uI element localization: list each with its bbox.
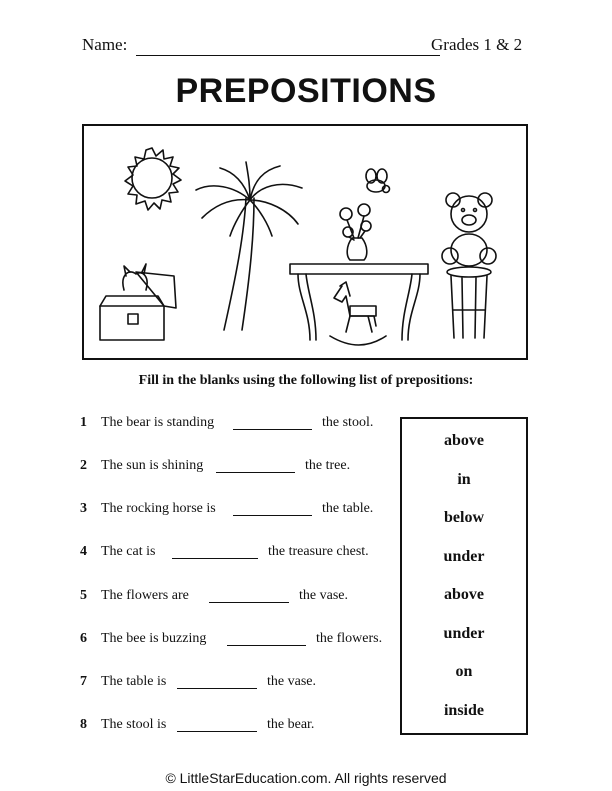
answer-blank-8[interactable] — [177, 717, 257, 732]
question-text-end: the vase. — [299, 588, 348, 603]
name-line[interactable] — [136, 55, 440, 56]
question-8 — [80, 717, 390, 737]
table-icon — [290, 264, 428, 340]
question-number: 7 — [80, 674, 87, 689]
stool-icon — [447, 267, 491, 338]
question-number: 6 — [80, 631, 87, 646]
answer-blank-4[interactable] — [172, 544, 258, 559]
teddy-bear-icon — [442, 193, 496, 266]
bee-icon — [366, 169, 390, 193]
question-7 — [80, 674, 390, 694]
question-text-end: the vase. — [267, 674, 316, 689]
question-text: The flowers are — [101, 588, 189, 603]
question-text-end: the stool. — [322, 415, 374, 430]
question-text: The bear is standing — [101, 415, 215, 430]
question-number: 2 — [80, 458, 87, 473]
question-number: 8 — [80, 717, 87, 732]
word-bank-item: below — [444, 509, 484, 526]
question-5 — [80, 588, 390, 608]
question-4 — [80, 544, 390, 564]
page-title: PREPOSITIONS — [175, 72, 437, 110]
question-number: 5 — [80, 588, 87, 603]
scene-illustration — [84, 126, 526, 358]
palm-tree-icon — [196, 162, 302, 330]
question-1 — [80, 415, 390, 435]
answer-blank-7[interactable] — [177, 674, 257, 689]
question-number: 1 — [80, 415, 87, 430]
answer-blank-2[interactable] — [216, 458, 295, 473]
question-text: The rocking horse is — [101, 501, 216, 516]
word-bank-item: under — [443, 548, 485, 565]
answer-blank-3[interactable] — [233, 501, 312, 516]
word-bank-item: in — [457, 471, 471, 488]
answer-blank-6[interactable] — [227, 631, 306, 646]
question-text: The stool is — [101, 717, 167, 732]
question-text: The table is — [101, 674, 167, 689]
question-text-end: the flowers. — [316, 631, 383, 646]
question-text: The bee is buzzing — [101, 631, 207, 646]
word-bank-item: above — [444, 586, 484, 603]
question-text-end: the tree. — [305, 458, 351, 473]
question-2 — [80, 458, 390, 478]
question-text-end: the treasure chest. — [268, 544, 369, 559]
question-6 — [80, 631, 390, 651]
treasure-chest-icon — [100, 264, 176, 340]
vase-with-flowers-icon — [340, 204, 371, 260]
word-bank-item: inside — [443, 702, 484, 719]
grade-label: Grades 1 & 2 — [431, 35, 523, 54]
question-3 — [80, 501, 390, 521]
word-bank-item: above — [444, 432, 484, 449]
question-text-end: the table. — [322, 501, 374, 516]
question-number: 4 — [80, 544, 87, 559]
question-text: The cat is — [101, 544, 156, 559]
question-text-end: the bear. — [267, 717, 315, 732]
sun-icon — [125, 148, 181, 210]
name-label: Name: — [82, 35, 128, 54]
word-bank — [400, 417, 528, 735]
illustration-box — [82, 124, 528, 360]
answer-blank-1[interactable] — [233, 415, 312, 430]
question-text: The sun is shining — [101, 458, 204, 473]
word-bank-item: on — [455, 663, 473, 680]
rocking-horse-icon — [330, 282, 386, 345]
answer-blank-5[interactable] — [209, 588, 289, 603]
instructions: Fill in the blanks using the following list of prepositions: — [138, 373, 474, 388]
footer-copyright: © LittleStarEducation.com. All rights reserved — [165, 770, 447, 786]
word-bank-item: under — [443, 625, 485, 642]
question-number: 3 — [80, 501, 87, 516]
